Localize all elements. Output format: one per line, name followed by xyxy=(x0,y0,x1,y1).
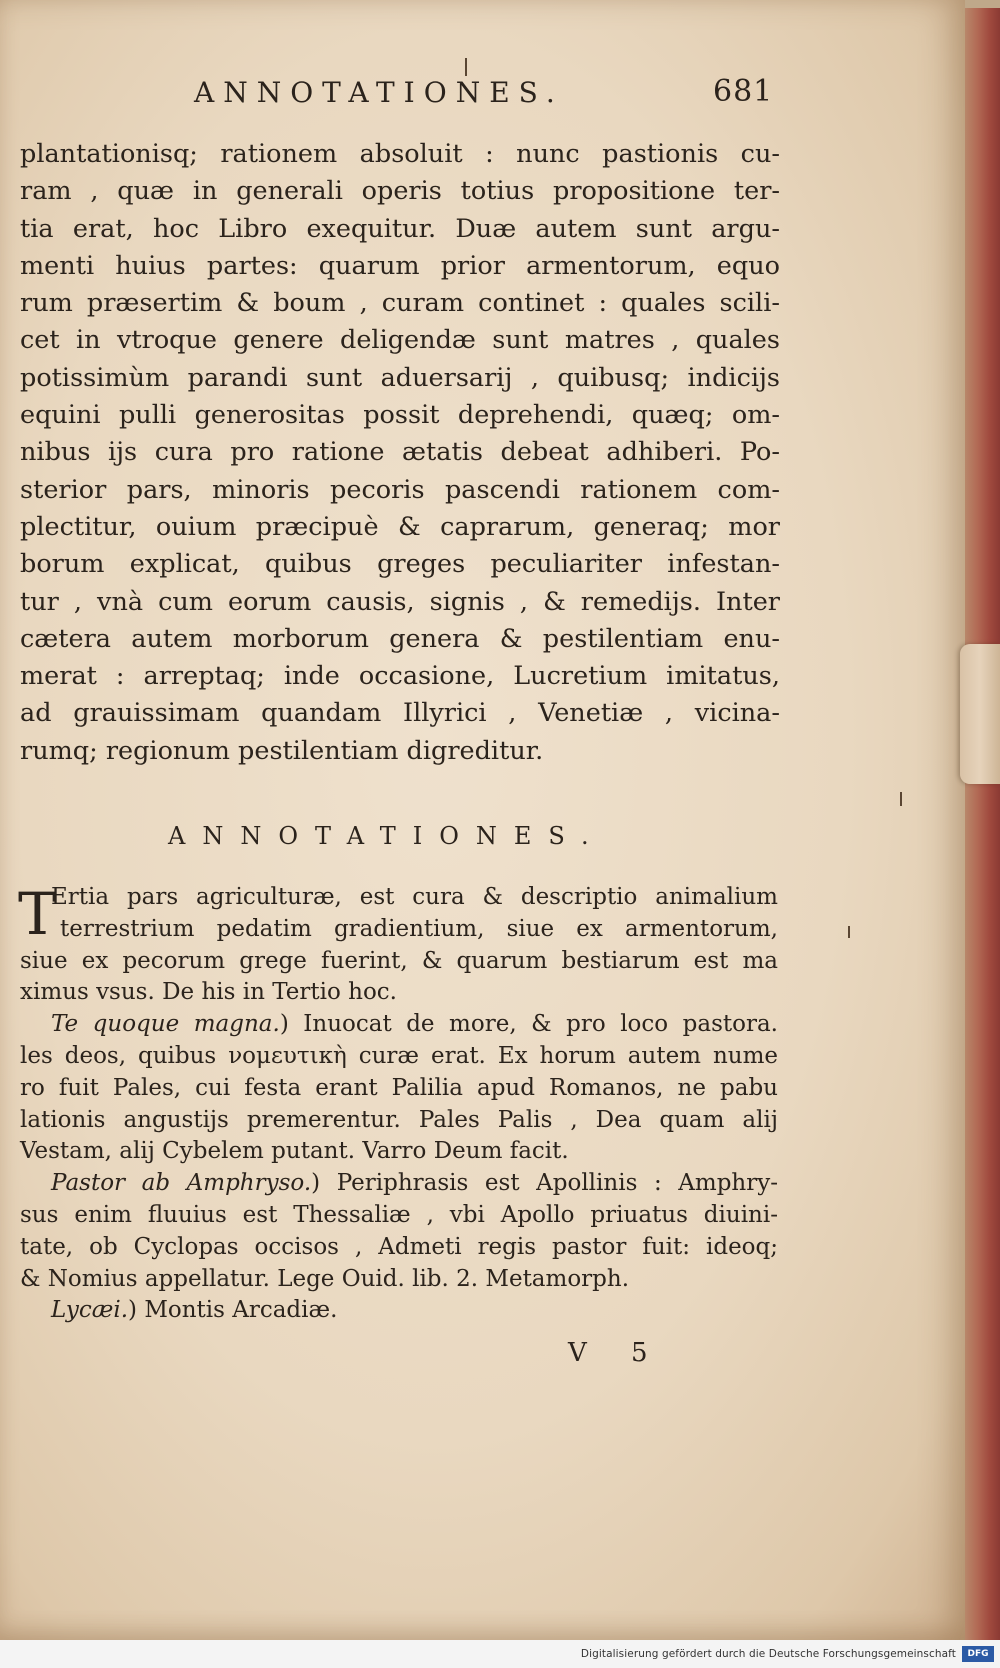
note-line: sus enim fluuius est Thessaliæ , vbi Apollo priuatus diuini- xyxy=(20,1201,778,1228)
note-line: Vestam, alij Cybelem putant. Varro Deum facit. xyxy=(20,1138,569,1165)
footer-credit: Digitalisierung gefördert durch die Deutsche Forschungsgemeinschaft xyxy=(580,1648,956,1660)
text-line: sterior pars, minoris pecoris pascendi rationem com- xyxy=(20,474,780,505)
signature-mark: V 5 xyxy=(568,1338,666,1368)
text-line: potissimùm parandi sunt aduersarij , quibusq; indicijs xyxy=(20,362,780,393)
text-line: cet in vtroque genere deligendæ sunt matres , quales xyxy=(20,325,780,356)
argument-paragraph xyxy=(20,136,780,770)
section-heading: ANNOTATIONES. xyxy=(168,822,606,850)
text-line: borum explicat, quibus greges peculiariter infestan- xyxy=(20,549,780,580)
text-line: plantationisq; rationem absoluit : nunc pastionis cu- xyxy=(20,139,780,169)
margin-tick xyxy=(900,792,902,806)
note-text: ) Montis Arcadiæ. xyxy=(128,1297,338,1324)
text-line: ad grauissimam quandam Illyrici , Venetiæ , vicina- xyxy=(20,698,780,729)
text-line: menti huius partes: quarum prior armentorum, equo xyxy=(20,250,780,281)
page-number: 681 xyxy=(713,74,774,109)
note-line: tate, ob Cyclopas occisos , Admeti regis pastor fuit: ideoq; xyxy=(20,1233,778,1260)
text-line: tia erat, hoc Libro exequitur. Duæ autem sunt argu- xyxy=(20,213,780,244)
note-lemma: Lycæi. xyxy=(51,1297,129,1324)
margin-tick xyxy=(465,58,467,76)
text-line: nibus ijs cura pro ratione ætatis debeat adhiberi. Po- xyxy=(20,437,780,468)
drop-cap: T xyxy=(18,880,57,948)
note-text: ) Inuocat de more, & pro loco pastora. xyxy=(279,1011,778,1038)
note-line: ximus vsus. De his in Tertio hoc. xyxy=(20,979,397,1006)
text-line: cætera autem morborum genera & pestilentiam enu- xyxy=(20,623,780,654)
note-line: siue ex pecorum grege fuerint, & quarum bestiarum est ma xyxy=(20,947,778,974)
margin-tick xyxy=(848,926,850,938)
note-line: les deos, quibus νομευτικὴ curæ erat. Ex horum autem nume xyxy=(20,1042,778,1069)
text-line: tur , vnà cum eorum causis, signis , & remedijs. Inter xyxy=(20,586,780,617)
text-line: ram , quæ in generali operis totius propositione ter- xyxy=(20,176,780,207)
text-line: equini pulli generositas possit deprehendi, quæq; om- xyxy=(20,400,780,431)
text-line: rum præsertim & boum , curam continet : quales scili- xyxy=(20,288,780,319)
note-line: & Nomius appellatur. Lege Ouid. lib. 2. Metamorph. xyxy=(20,1265,630,1292)
text-line: plectitur, ouium præcipuè & caprarum, generaq; mor xyxy=(20,511,780,542)
note-line: Ertia pars agriculturæ, est cura & descriptio animalium xyxy=(51,884,778,910)
note-text: ) Periphrasis est Apollinis : Amphry- xyxy=(311,1170,778,1197)
running-head: ANNOTATIONES. xyxy=(194,76,564,109)
dfg-logo: DFG xyxy=(962,1646,994,1662)
page-fore-edge xyxy=(965,8,1000,1640)
note-line: ro fuit Pales, cui festa erant Palilia apud Romanos, ne pabu xyxy=(20,1074,778,1101)
note-line xyxy=(20,1009,778,1041)
note-line: terrestrium pedatim gradientium, siue ex armentorum, xyxy=(60,915,778,942)
note-lemma: Pastor ab Amphryso. xyxy=(51,1170,312,1197)
note-line xyxy=(20,1168,778,1200)
text-line: rumq; regionum pestilentiam digreditur. xyxy=(20,735,544,766)
bookmark-tab xyxy=(960,644,1000,784)
annotations-block xyxy=(20,882,778,1327)
note-line: lationis angustijs premerentur. Pales Palis , Dea quam alij xyxy=(20,1106,778,1133)
note-lemma: Te quoque magna. xyxy=(51,1011,280,1038)
text-line: merat : arreptaq; inde occasione, Lucretium imitatus, xyxy=(20,661,780,692)
note-line xyxy=(20,1295,778,1327)
